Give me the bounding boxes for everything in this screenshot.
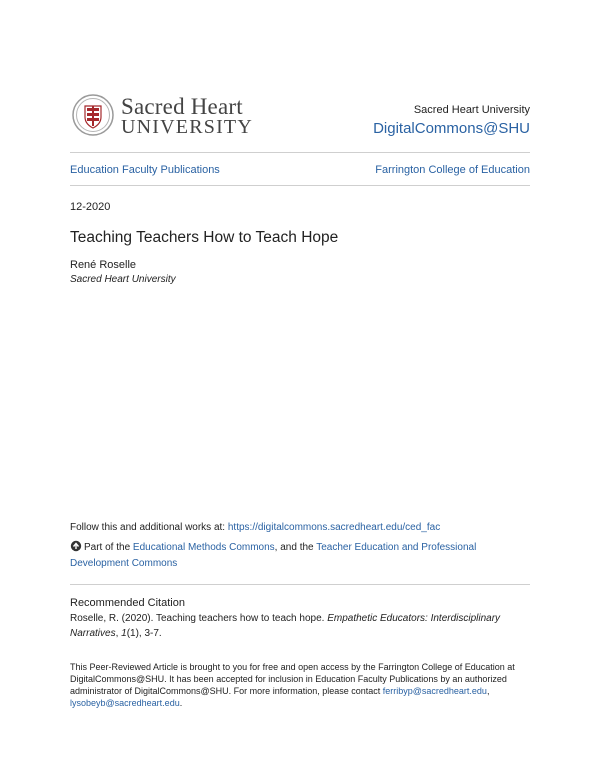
- educational-methods-commons-link[interactable]: Educational Methods Commons: [132, 542, 275, 553]
- statement-end: .: [179, 698, 183, 708]
- publication-date: 12-2020: [70, 201, 111, 213]
- citation-volume: 1: [121, 628, 127, 639]
- logo-wordmark-line2: UNIVERSITY: [121, 116, 253, 138]
- recommended-citation-label: Recommended Citation: [70, 597, 185, 609]
- statement-separator: ,: [486, 686, 490, 696]
- citation-issue-pages: (1), 3-7.: [126, 628, 162, 639]
- part-of-middle: , and the: [274, 542, 317, 553]
- citation-journal: Empathetic Educators: Interdisciplinary Narratives: [70, 613, 501, 639]
- farrington-college-link[interactable]: Farrington College of Education: [375, 164, 530, 176]
- follow-line: [70, 522, 440, 533]
- author-affiliation: Sacred Heart University: [70, 274, 176, 285]
- logo-wordmark-line1: Sacred Heart: [121, 94, 243, 119]
- part-of-line: [70, 540, 510, 572]
- university-seal-logo: [72, 94, 114, 136]
- citation-text: [70, 611, 520, 641]
- article-title: Teaching Teachers How to Teach Hope: [70, 229, 339, 246]
- contact-email-1-link[interactable]: ferribyp@sacredheart.edu: [382, 686, 487, 696]
- access-statement: [70, 661, 520, 709]
- education-faculty-publications-link[interactable]: Education Faculty Publications: [70, 164, 220, 176]
- follow-prefix: Follow this and additional works at:: [70, 522, 228, 533]
- citation-start: Roselle, R. (2020). Teaching teachers how to teach hope.: [70, 613, 328, 624]
- divider-bottom: [70, 584, 530, 585]
- teacher-education-commons-link[interactable]: Teacher Education and Professional Development Commons: [70, 542, 477, 569]
- repository-name-link[interactable]: DigitalCommons@SHU: [373, 120, 530, 137]
- statement-text: This Peer-Reviewed Article is brought to you for free and open access by the Farrington College of Education at DigitalCommons@SHU. It has been accepted for inclusion in Education Faculty Publications by an authorized administrator of DigitalCommons@SHU. For more information, please contact: [70, 662, 515, 696]
- repository-institution: Sacred Heart University: [413, 104, 530, 116]
- collection-url-link[interactable]: https://digitalcommons.sacredheart.edu/ced_fac: [227, 522, 441, 533]
- author-name: René Roselle: [70, 259, 137, 271]
- divider-top: [70, 152, 530, 153]
- citation-volume-separator: ,: [115, 628, 122, 639]
- network-icon: [70, 540, 82, 552]
- divider-nav: [70, 185, 530, 186]
- part-of-prefix: Part of the: [84, 542, 133, 553]
- contact-email-2-link[interactable]: lysobeyb@sacredheart.edu: [70, 698, 180, 708]
